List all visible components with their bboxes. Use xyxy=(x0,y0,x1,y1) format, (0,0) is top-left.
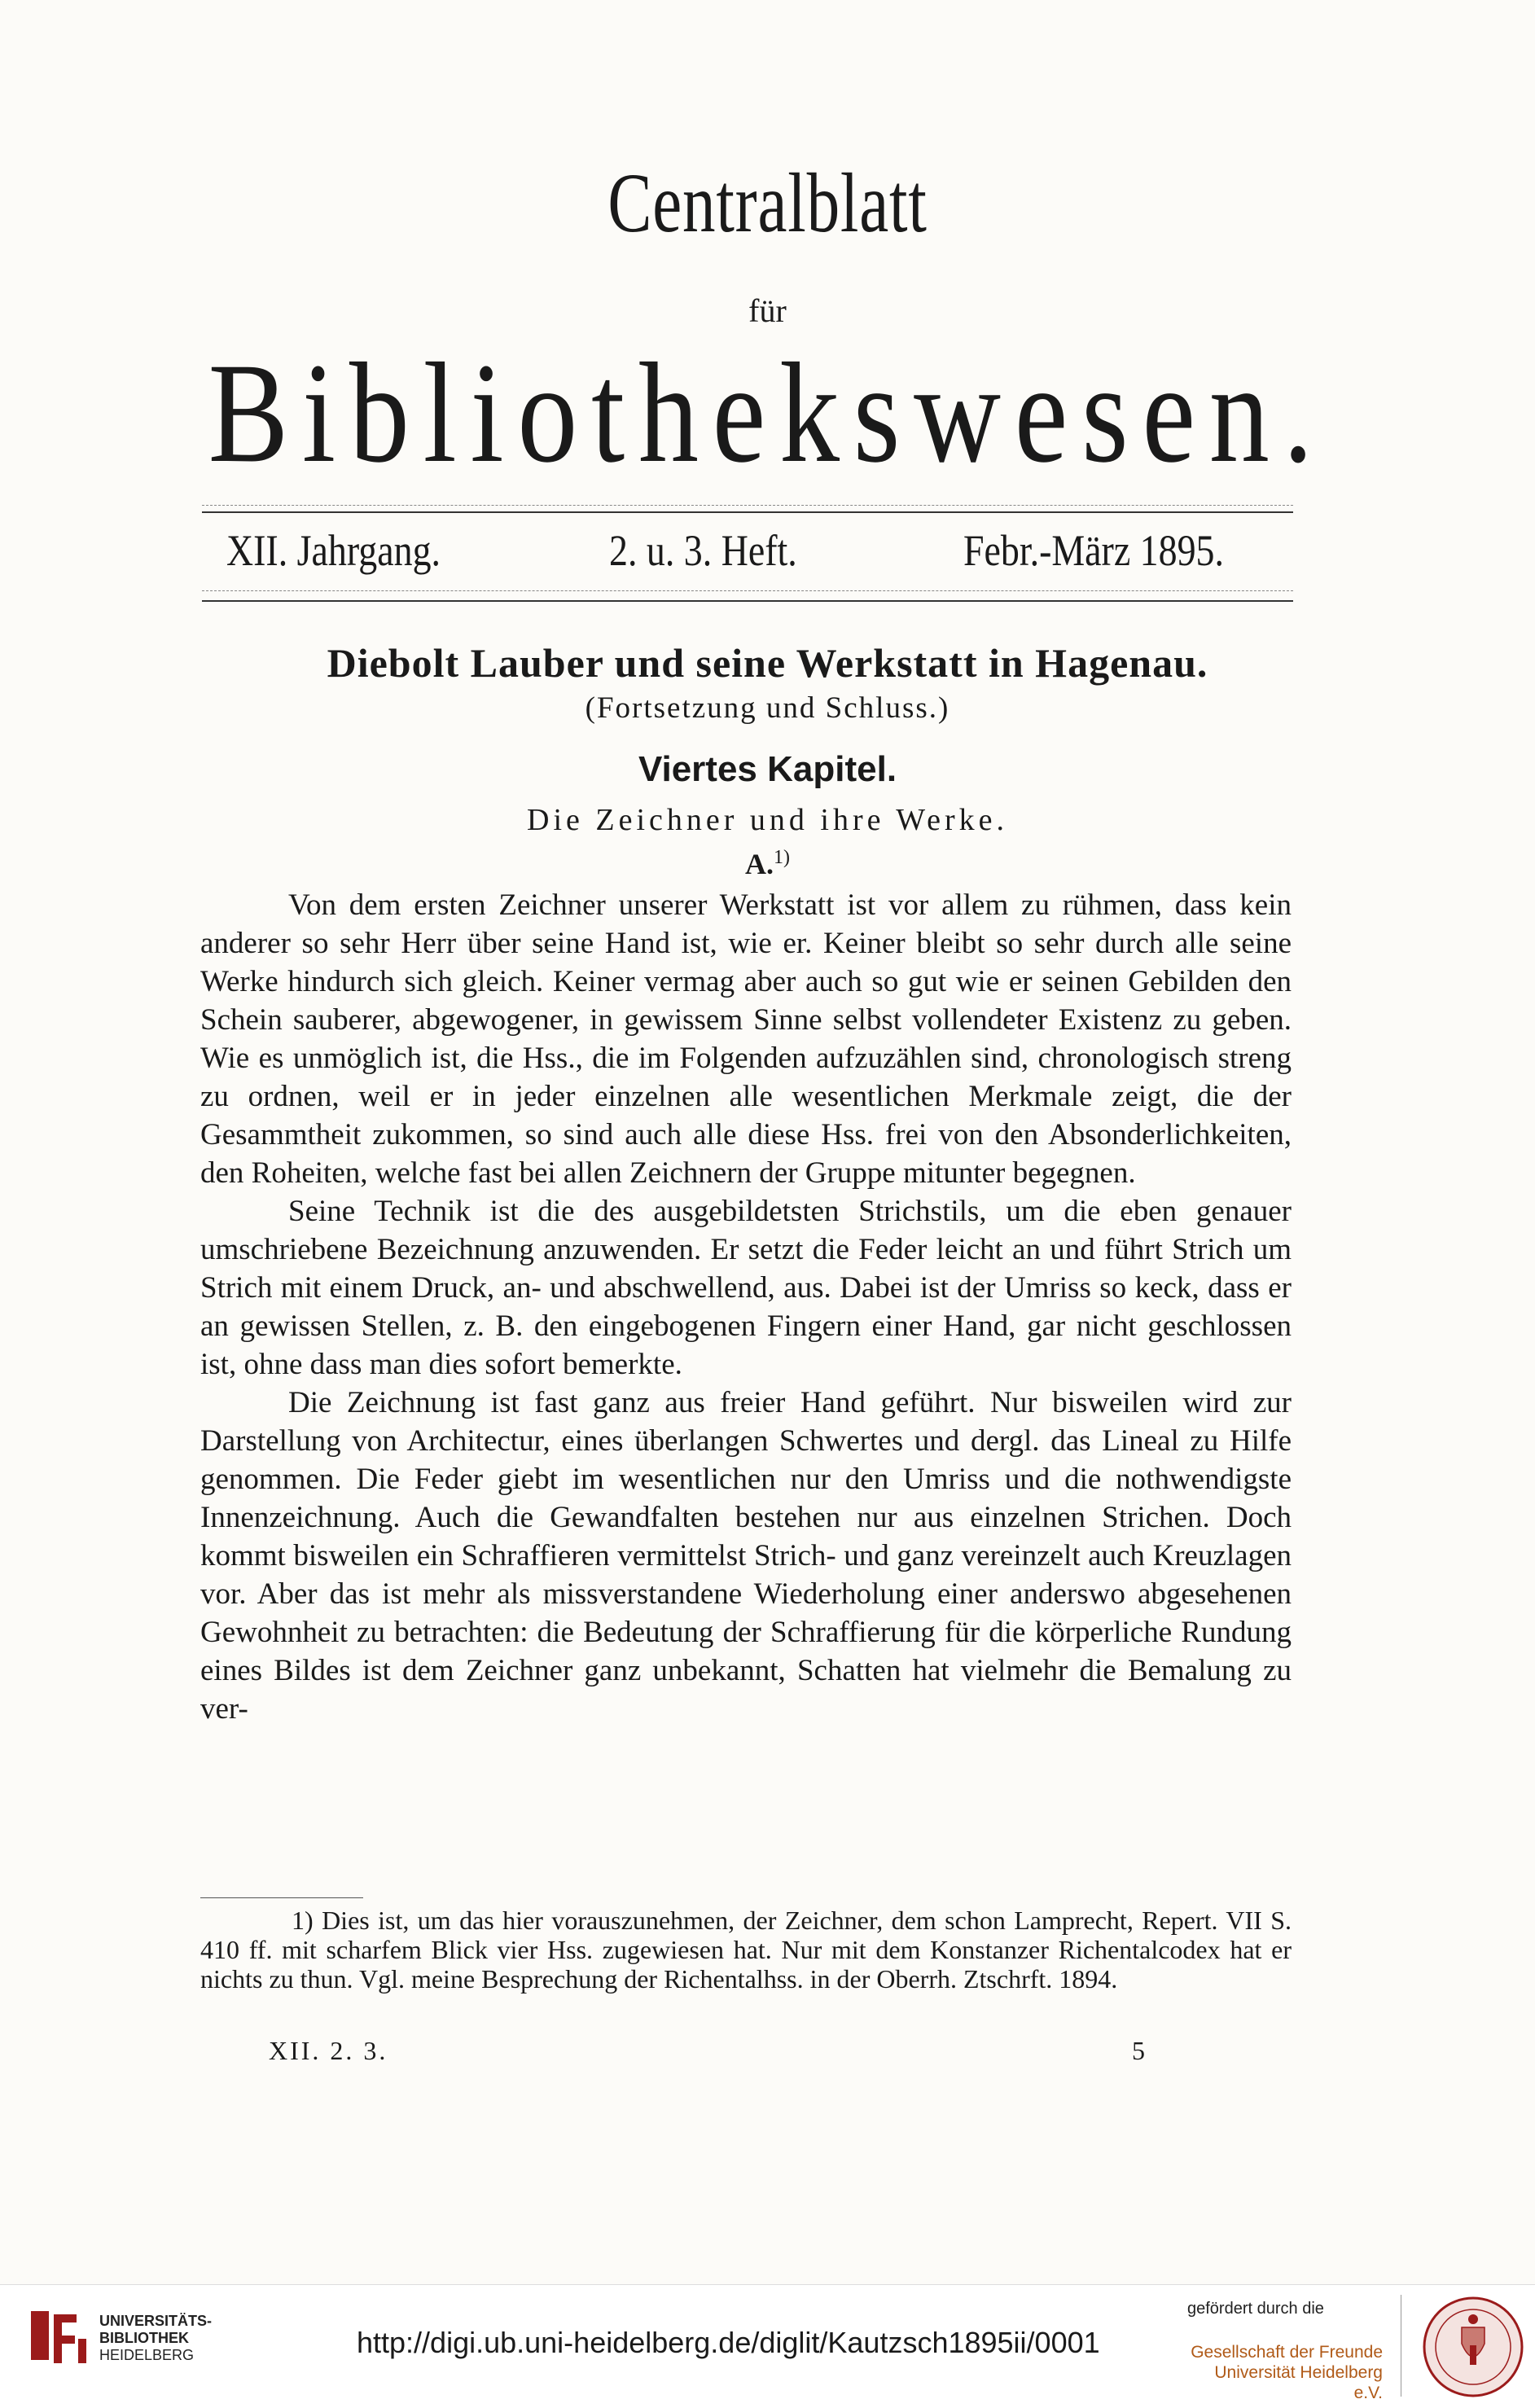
library-line3: HEIDELBERG xyxy=(99,2347,195,2363)
footnote-rule xyxy=(200,1897,363,1898)
library-line1: UNIVERSITÄTS- xyxy=(99,2313,213,2329)
masthead-rule-top-thin xyxy=(202,505,1293,506)
university-seal-icon xyxy=(1421,2295,1525,2399)
footer-bar xyxy=(0,2284,1535,2408)
footnote-text: 1) Dies ist, um das hier vorauszunehmen, der Zeichner, dem schon Lamprecht, Repert. VII S. 410 ff. mit scharfem Blick vier Hss. zugewiesen hat. Nur mit dem Konstanzer Richentalcodex hat er nichts zu thun. Vgl. meine Besprechung der Richentalhss. in der Oberrh. Ztschrft. 1894. xyxy=(200,1906,1292,1994)
journal-title-line1: Centralblatt xyxy=(607,156,928,250)
signature-mark: XII. 2. 3. xyxy=(269,2036,388,2065)
library-line2: BIBLIOTHEK xyxy=(99,2330,189,2346)
body-text xyxy=(200,886,1292,1728)
sponsor-line1: Gesellschaft der Freunde xyxy=(1191,2343,1383,2362)
chapter-subtitle: Die Zeichner und ihre Werke. xyxy=(527,803,1008,837)
chapter-heading: Viertes Kapitel. xyxy=(638,749,897,789)
article-subtitle: (Fortsetzung und Schluss.) xyxy=(585,691,950,725)
paragraph: Seine Technik ist die des ausgebildetsten Strichstils, um die eben genauer umschriebene Bezeichnung anzuwenden. Er setzt die Feder leicht an und führt Strich um Strich mit einem Druck, an- und abschwellend, aus. Dabei ist der Umriss so keck, dass er an gewissen Stellen, z. B. den eingebogenen Fingern einer Hand, gar nicht geschlossen ist, ohne dass man dies sofort bemerkte. xyxy=(200,1195,1292,1381)
masthead-rule-bottom xyxy=(202,600,1293,602)
permalink-url[interactable]: http://digi.ub.uni-heidelberg.de/diglit/Kautzsch1895ii/0001 xyxy=(357,2326,1100,2359)
journal-title-line2: Bibliothekswesen. xyxy=(208,334,1327,493)
masthead-volume: XII. Jahrgang. xyxy=(226,526,441,575)
sponsor-name xyxy=(1187,2342,1383,2403)
sheet-number: 5 xyxy=(1132,2036,1145,2065)
sponsor-label: gefördert durch die xyxy=(1187,2300,1324,2318)
section-footnote-ref: 1) xyxy=(774,847,790,868)
article-title: Diebolt Lauber und seine Werkstatt in Hagenau. xyxy=(327,640,1208,686)
library-name xyxy=(99,2313,212,2364)
footnote xyxy=(200,1906,1292,1994)
paragraph: Die Zeichnung ist fast ganz aus freier Hand geführt. Nur bisweilen wird zur Darstellung von Architectur, eines überlangen Schwertes und dergl. das Lineal zu Hilfe genommen. Die Feder giebt im wesentlichen nur den Umriss und die nothwendigste Innenzeichnung. Auch die Gewandfalten bestehen nur aus einzelnen Strichen. Doch kommt bisweilen ein Schraffieren vermittelst Strich- und ganz vereinzelt auch Kreuzlagen vor. Aber das ist mehr als missverstandene Wiederholung einer anderswo abgesehenen Gewohnheit zu betrachten: die Bedeutung der Schraffierung für die körperliche Rundung eines Bildes ist dem Zeichner ganz unbekannt, Schatten hat vielmehr die Bemalung zu ver- xyxy=(200,1386,1292,1726)
paragraph: Von dem ersten Zeichner unserer Werkstatt ist vor allem zu rühmen, dass kein anderer so sehr Herr über seine Hand ist, wie er. Keiner bleibt so sehr durch alle seine Werke hindurch sich gleich. Keiner vermag aber auch so gut wie er seinen Gebilden den Schein sauberer, abgewogener, in gewissem Sinne selbst vollendeter Existenz zu geben. Wie es unmöglich ist, die Hss., die im Folgenden aufzuzählen sind, chronologisch streng zu ordnen, weil er in jeder einzelnen alle wesentlichen Merkmale zeigt, die der Gesammtheit zukommen, so sind auch alle diese Hss. frei von den Absonderlichkeiten, den Roheiten, welche fast bei allen Zeichnern der Gruppe mitunter begegnen. xyxy=(200,888,1292,1190)
masthead-date: Febr.-März 1895. xyxy=(963,526,1224,575)
journal-title-fuer: für xyxy=(748,292,787,329)
masthead-rule-top xyxy=(202,511,1293,513)
masthead-issue: 2. u. 3. Heft. xyxy=(609,526,797,575)
section-heading xyxy=(0,847,1535,881)
section-mark: A. xyxy=(745,848,774,880)
ub-heidelberg-logo-icon xyxy=(26,2306,91,2371)
masthead xyxy=(226,525,1252,582)
sponsor-line2: Universität Heidelberg e.V. xyxy=(1214,2363,1383,2402)
masthead-rule-bottom-thin xyxy=(202,590,1293,591)
